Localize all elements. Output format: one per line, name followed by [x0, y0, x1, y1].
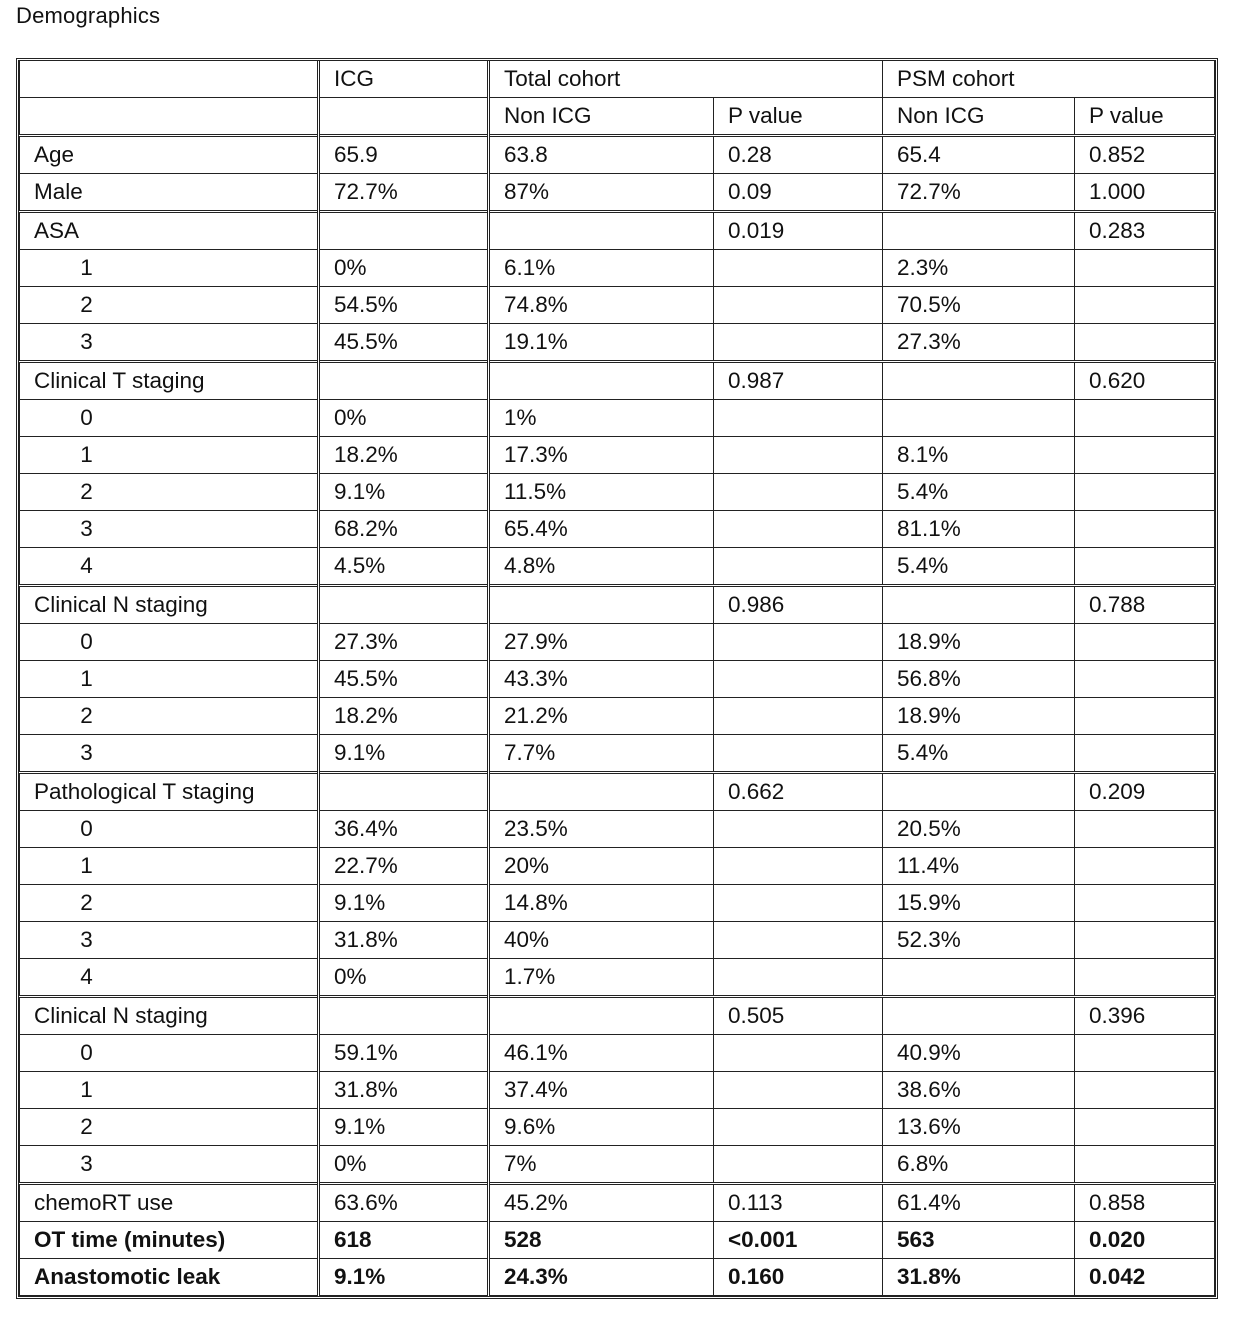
- table-row: [20, 661, 1215, 698]
- row-label: 1: [20, 661, 319, 698]
- demographics-table: [16, 58, 1218, 1299]
- cell-total-non-icg: [489, 212, 714, 250]
- cell-total-non-icg: 528: [489, 1222, 714, 1259]
- cell-total-p-value: 0.28: [714, 136, 883, 174]
- cell-total-non-icg: 23.5%: [489, 811, 714, 848]
- cell-total-non-icg: 74.8%: [489, 287, 714, 324]
- cell-icg: [319, 997, 489, 1035]
- cell-total-non-icg: 11.5%: [489, 474, 714, 511]
- cell-total-non-icg: [489, 997, 714, 1035]
- cell-psm-non-icg: 70.5%: [883, 287, 1075, 324]
- header-psm-cohort: PSM cohort: [883, 61, 1215, 98]
- cell-icg: 63.6%: [319, 1184, 489, 1222]
- table-row: [20, 848, 1215, 885]
- table-row: [20, 474, 1215, 511]
- table-row: [20, 250, 1215, 287]
- cell-total-non-icg: 37.4%: [489, 1072, 714, 1109]
- header-total-p-value: P value: [714, 98, 883, 136]
- header-blank: [20, 98, 319, 136]
- cell-psm-non-icg: 11.4%: [883, 848, 1075, 885]
- cell-icg: [319, 362, 489, 400]
- cell-total-p-value: [714, 959, 883, 997]
- cell-total-non-icg: 7.7%: [489, 735, 714, 773]
- cell-total-p-value: [714, 1146, 883, 1184]
- cell-psm-non-icg: 52.3%: [883, 922, 1075, 959]
- table-row: [20, 922, 1215, 959]
- row-label: 0: [20, 1035, 319, 1072]
- cell-total-p-value: [714, 811, 883, 848]
- cell-total-non-icg: [489, 586, 714, 624]
- cell-psm-p-value: [1075, 1109, 1215, 1146]
- cell-total-p-value: [714, 848, 883, 885]
- row-label: 3: [20, 324, 319, 362]
- cell-psm-p-value: [1075, 1146, 1215, 1184]
- row-label: 1: [20, 437, 319, 474]
- cell-psm-p-value: 0.852: [1075, 136, 1215, 174]
- header-row-groups: [20, 61, 1215, 98]
- cell-psm-p-value: 0.396: [1075, 997, 1215, 1035]
- table-row: [20, 1184, 1215, 1222]
- cell-total-p-value: [714, 1109, 883, 1146]
- cell-total-non-icg: 1.7%: [489, 959, 714, 997]
- cell-total-p-value: [714, 624, 883, 661]
- cell-total-p-value: <0.001: [714, 1222, 883, 1259]
- row-label: 0: [20, 624, 319, 661]
- row-label: 2: [20, 698, 319, 735]
- cell-total-non-icg: 46.1%: [489, 1035, 714, 1072]
- row-label: 2: [20, 287, 319, 324]
- table-row: [20, 324, 1215, 362]
- cell-total-p-value: [714, 324, 883, 362]
- cell-icg: 9.1%: [319, 474, 489, 511]
- cell-icg: 0%: [319, 400, 489, 437]
- cell-psm-p-value: [1075, 437, 1215, 474]
- row-label: Pathological T staging: [20, 773, 319, 811]
- cell-icg: 4.5%: [319, 548, 489, 586]
- header-total-cohort: Total cohort: [489, 61, 883, 98]
- cell-psm-non-icg: 56.8%: [883, 661, 1075, 698]
- table-row: [20, 548, 1215, 586]
- row-label: ASA: [20, 212, 319, 250]
- table-row: [20, 773, 1215, 811]
- cell-psm-non-icg: 81.1%: [883, 511, 1075, 548]
- cell-icg: 27.3%: [319, 624, 489, 661]
- table-row: [20, 511, 1215, 548]
- cell-psm-p-value: [1075, 1072, 1215, 1109]
- row-label: Clinical N staging: [20, 586, 319, 624]
- cell-total-p-value: [714, 885, 883, 922]
- table-row: [20, 400, 1215, 437]
- cell-icg: 54.5%: [319, 287, 489, 324]
- cell-psm-p-value: [1075, 400, 1215, 437]
- row-label: 3: [20, 511, 319, 548]
- cell-total-p-value: 0.505: [714, 997, 883, 1035]
- row-label: 0: [20, 400, 319, 437]
- cell-total-non-icg: 40%: [489, 922, 714, 959]
- cell-psm-non-icg: 18.9%: [883, 698, 1075, 735]
- cell-icg: 72.7%: [319, 174, 489, 212]
- cell-icg: 31.8%: [319, 922, 489, 959]
- row-label: Clinical T staging: [20, 362, 319, 400]
- cell-psm-p-value: [1075, 511, 1215, 548]
- cell-psm-non-icg: 72.7%: [883, 174, 1075, 212]
- row-label: 3: [20, 922, 319, 959]
- cell-total-non-icg: 21.2%: [489, 698, 714, 735]
- cell-icg: 18.2%: [319, 698, 489, 735]
- table-row: [20, 287, 1215, 324]
- cell-total-non-icg: [489, 773, 714, 811]
- cell-psm-non-icg: 31.8%: [883, 1259, 1075, 1296]
- cell-total-p-value: 0.113: [714, 1184, 883, 1222]
- cell-psm-p-value: [1075, 287, 1215, 324]
- cell-psm-p-value: [1075, 848, 1215, 885]
- cell-psm-p-value: [1075, 698, 1215, 735]
- header-corner: [20, 61, 319, 98]
- row-label: 4: [20, 548, 319, 586]
- cell-psm-p-value: 0.209: [1075, 773, 1215, 811]
- cell-psm-p-value: 0.020: [1075, 1222, 1215, 1259]
- cell-icg: [319, 586, 489, 624]
- cell-total-p-value: [714, 287, 883, 324]
- cell-psm-non-icg: 38.6%: [883, 1072, 1075, 1109]
- cell-psm-non-icg: 563: [883, 1222, 1075, 1259]
- cell-psm-non-icg: 5.4%: [883, 735, 1075, 773]
- cell-psm-p-value: [1075, 922, 1215, 959]
- cell-icg: 45.5%: [319, 324, 489, 362]
- cell-total-p-value: 0.662: [714, 773, 883, 811]
- cell-total-non-icg: 45.2%: [489, 1184, 714, 1222]
- cell-total-p-value: 0.019: [714, 212, 883, 250]
- table-row: [20, 624, 1215, 661]
- cell-psm-non-icg: 65.4: [883, 136, 1075, 174]
- cell-psm-non-icg: [883, 586, 1075, 624]
- header-total-non-icg: Non ICG: [489, 98, 714, 136]
- row-label: 3: [20, 735, 319, 773]
- cell-total-p-value: [714, 474, 883, 511]
- cell-total-non-icg: 17.3%: [489, 437, 714, 474]
- cell-icg: 36.4%: [319, 811, 489, 848]
- table-row: [20, 586, 1215, 624]
- cell-total-non-icg: 20%: [489, 848, 714, 885]
- cell-total-non-icg: 4.8%: [489, 548, 714, 586]
- row-label: 1: [20, 250, 319, 287]
- cell-total-p-value: [714, 437, 883, 474]
- cell-psm-p-value: [1075, 548, 1215, 586]
- cell-total-p-value: [714, 511, 883, 548]
- row-label: 1: [20, 848, 319, 885]
- table-row: [20, 1259, 1215, 1296]
- cell-icg: 0%: [319, 959, 489, 997]
- cell-total-non-icg: 1%: [489, 400, 714, 437]
- cell-total-p-value: [714, 1035, 883, 1072]
- cell-total-p-value: [714, 1072, 883, 1109]
- row-label: OT time (minutes): [20, 1222, 319, 1259]
- row-label: 3: [20, 1146, 319, 1184]
- cell-psm-p-value: 1.000: [1075, 174, 1215, 212]
- table-row: [20, 698, 1215, 735]
- cell-total-p-value: [714, 735, 883, 773]
- row-label: 0: [20, 811, 319, 848]
- header-row-columns: [20, 98, 1215, 136]
- cell-icg: [319, 212, 489, 250]
- cell-total-non-icg: 19.1%: [489, 324, 714, 362]
- cell-icg: 31.8%: [319, 1072, 489, 1109]
- cell-psm-p-value: [1075, 474, 1215, 511]
- cell-icg: 65.9: [319, 136, 489, 174]
- row-label: 2: [20, 885, 319, 922]
- cell-total-non-icg: 65.4%: [489, 511, 714, 548]
- cell-icg: 9.1%: [319, 885, 489, 922]
- cell-total-p-value: [714, 400, 883, 437]
- cell-icg: 45.5%: [319, 661, 489, 698]
- table-row: [20, 811, 1215, 848]
- document-title: Demographics: [16, 3, 161, 28]
- cell-total-non-icg: 9.6%: [489, 1109, 714, 1146]
- cell-psm-non-icg: 2.3%: [883, 250, 1075, 287]
- table-row: [20, 1146, 1215, 1184]
- cell-psm-non-icg: 15.9%: [883, 885, 1075, 922]
- header-icg: ICG: [319, 61, 489, 98]
- row-label: chemoRT use: [20, 1184, 319, 1222]
- cell-total-p-value: 0.986: [714, 586, 883, 624]
- cell-psm-non-icg: 5.4%: [883, 474, 1075, 511]
- cell-psm-non-icg: 8.1%: [883, 437, 1075, 474]
- cell-icg: 9.1%: [319, 1109, 489, 1146]
- cell-psm-p-value: [1075, 250, 1215, 287]
- table-row: [20, 1109, 1215, 1146]
- cell-total-non-icg: 27.9%: [489, 624, 714, 661]
- header-psm-non-icg: Non ICG: [883, 98, 1075, 136]
- cell-psm-p-value: [1075, 1035, 1215, 1072]
- cell-total-non-icg: 63.8: [489, 136, 714, 174]
- cell-icg: 0%: [319, 250, 489, 287]
- table-row: [20, 997, 1215, 1035]
- cell-total-p-value: [714, 250, 883, 287]
- table-row: [20, 1035, 1215, 1072]
- cell-psm-p-value: [1075, 324, 1215, 362]
- cell-icg: 59.1%: [319, 1035, 489, 1072]
- table-row: [20, 362, 1215, 400]
- cell-icg: [319, 773, 489, 811]
- cell-icg: 0%: [319, 1146, 489, 1184]
- cell-total-non-icg: 6.1%: [489, 250, 714, 287]
- cell-psm-p-value: [1075, 735, 1215, 773]
- cell-icg: 68.2%: [319, 511, 489, 548]
- table-row: [20, 885, 1215, 922]
- header-psm-p-value: P value: [1075, 98, 1215, 136]
- cell-total-p-value: 0.987: [714, 362, 883, 400]
- cell-icg: 618: [319, 1222, 489, 1259]
- cell-psm-non-icg: [883, 362, 1075, 400]
- cell-psm-non-icg: [883, 212, 1075, 250]
- cell-total-non-icg: 43.3%: [489, 661, 714, 698]
- table-row: [20, 1222, 1215, 1259]
- row-label: 2: [20, 1109, 319, 1146]
- cell-psm-non-icg: [883, 997, 1075, 1035]
- cell-psm-p-value: 0.283: [1075, 212, 1215, 250]
- cell-psm-non-icg: 61.4%: [883, 1184, 1075, 1222]
- cell-psm-p-value: [1075, 661, 1215, 698]
- cell-psm-non-icg: 20.5%: [883, 811, 1075, 848]
- row-label: Clinical N staging: [20, 997, 319, 1035]
- cell-icg: 9.1%: [319, 1259, 489, 1296]
- cell-total-non-icg: 87%: [489, 174, 714, 212]
- cell-total-non-icg: [489, 362, 714, 400]
- cell-psm-p-value: [1075, 624, 1215, 661]
- cell-psm-non-icg: 18.9%: [883, 624, 1075, 661]
- row-label: Male: [20, 174, 319, 212]
- cell-total-p-value: [714, 922, 883, 959]
- cell-icg: 18.2%: [319, 437, 489, 474]
- cell-psm-p-value: 0.042: [1075, 1259, 1215, 1296]
- cell-icg: 9.1%: [319, 735, 489, 773]
- row-label: 2: [20, 474, 319, 511]
- cell-psm-p-value: 0.858: [1075, 1184, 1215, 1222]
- cell-psm-non-icg: [883, 959, 1075, 997]
- cell-total-p-value: [714, 548, 883, 586]
- table-row: [20, 959, 1215, 997]
- cell-total-p-value: [714, 661, 883, 698]
- row-label: Age: [20, 136, 319, 174]
- cell-psm-p-value: [1075, 959, 1215, 997]
- cell-total-p-value: 0.09: [714, 174, 883, 212]
- cell-psm-non-icg: 27.3%: [883, 324, 1075, 362]
- cell-psm-non-icg: 6.8%: [883, 1146, 1075, 1184]
- cell-psm-non-icg: 40.9%: [883, 1035, 1075, 1072]
- cell-total-p-value: [714, 698, 883, 735]
- header-icg-blank: [319, 98, 489, 136]
- cell-psm-non-icg: 5.4%: [883, 548, 1075, 586]
- cell-psm-p-value: [1075, 811, 1215, 848]
- cell-total-non-icg: 24.3%: [489, 1259, 714, 1296]
- cell-psm-p-value: 0.788: [1075, 586, 1215, 624]
- table-row: [20, 212, 1215, 250]
- table-row: [20, 735, 1215, 773]
- table-row: [20, 136, 1215, 174]
- cell-icg: 22.7%: [319, 848, 489, 885]
- table-row: [20, 437, 1215, 474]
- table-row: [20, 1072, 1215, 1109]
- cell-psm-non-icg: [883, 773, 1075, 811]
- cell-psm-p-value: [1075, 885, 1215, 922]
- cell-psm-non-icg: [883, 400, 1075, 437]
- cell-psm-non-icg: 13.6%: [883, 1109, 1075, 1146]
- cell-total-p-value: 0.160: [714, 1259, 883, 1296]
- row-label: Anastomotic leak: [20, 1259, 319, 1296]
- row-label: 1: [20, 1072, 319, 1109]
- cell-psm-p-value: 0.620: [1075, 362, 1215, 400]
- cell-total-non-icg: 7%: [489, 1146, 714, 1184]
- row-label: 4: [20, 959, 319, 997]
- table-row: [20, 174, 1215, 212]
- cell-total-non-icg: 14.8%: [489, 885, 714, 922]
